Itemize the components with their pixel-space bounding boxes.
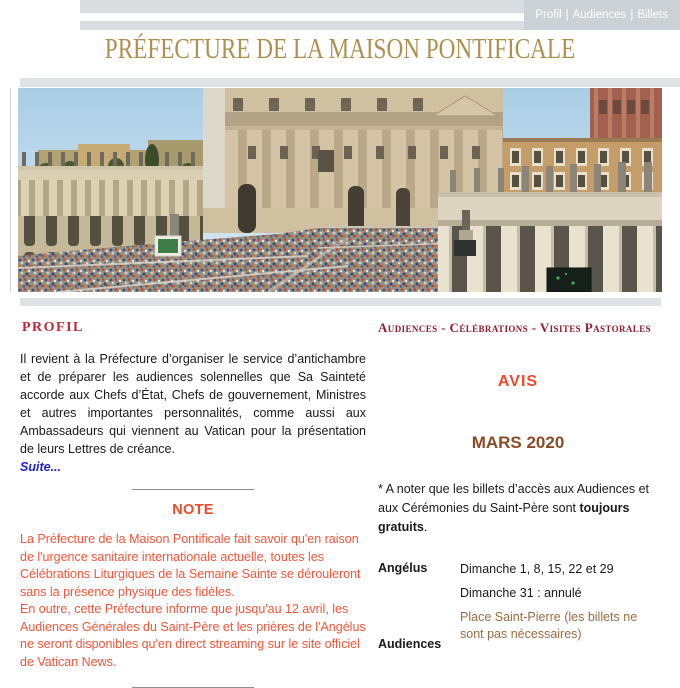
tickets-notice-text: * A noter que les billets d’accès aux Audiences et aux Cérémonies du Saint-Père sont xyxy=(378,482,650,515)
header-band-stripe xyxy=(0,13,524,21)
st-peters-square-photo-svg xyxy=(18,88,662,292)
tickets-notice-bold: toujours gratuits xyxy=(378,501,630,534)
rule-bar-top xyxy=(20,78,680,87)
nav-separator: | xyxy=(630,9,634,21)
note-paragraph-2: En outre, cette Préfecture informe que jusqu'au 12 avril, les Audiences Générales du Saint-Père et les prières de l'Angélus ne seront disponibles qu'en direct streaming sur le site officiel de Vatican News. xyxy=(20,602,366,669)
suite-link[interactable]: Suite... xyxy=(20,460,61,474)
tickets-notice-period: . xyxy=(423,520,428,534)
angelus-line-2: Dimanche 31 : annulé xyxy=(460,586,582,600)
nav-link-billets[interactable]: Billets xyxy=(637,9,668,21)
month-heading: MARS 2020 xyxy=(471,433,565,452)
angelus-details xyxy=(460,561,658,650)
left-border-line xyxy=(10,88,11,292)
audiences-label-cutoff: Audiences xyxy=(378,637,442,651)
right-column xyxy=(378,306,658,650)
tickets-notice xyxy=(378,480,658,537)
divider xyxy=(132,489,254,490)
angelus-place: Place Saint-Pierre (les billets ne sont pas nécessaires) xyxy=(460,610,638,641)
rule-bar-bottom xyxy=(20,298,661,306)
profil-paragraph: Il revient à la Préfecture d’organiser le service d’antichambre et de préparer les audiences solennelles que Sa Sainteté accorde aux Chefs d’État, Chefs de gouvernement, Ministres et autres importantes personnalités, comme aussi aux Ambassadeurs qui viennent au Vatican pour la présentation de leurs Lettres de créance. xyxy=(20,352,366,456)
note-heading: NOTE xyxy=(172,502,214,518)
left-column xyxy=(20,306,366,688)
angelus-label: Angélus xyxy=(378,561,428,575)
nav-link-audiences[interactable]: Audiences xyxy=(572,9,627,21)
angelus-line-1: Dimanche 1, 8, 15, 22 et 29 xyxy=(460,562,614,576)
avis-heading: AVIS xyxy=(497,373,539,390)
section-heading: Audiences - Célébrations - Visites Pastorales xyxy=(378,320,652,335)
top-nav xyxy=(524,0,680,30)
note-paragraph-1: La Préfecture de la Maison Pontificale fait savoir qu'en raison de l'urgence sanitaire internationale actuelle, toutes les Célébrations Liturgiques de la Semaine Sainte se dérouleront sans la présence physique des fidèles. xyxy=(20,532,361,599)
site-title-text: PRÉFECTURE DE LA MAISON PONTIFICALE xyxy=(104,33,576,65)
profil-heading: PROFIL xyxy=(22,320,84,335)
nav-separator: | xyxy=(565,9,569,21)
st-peters-square-photo xyxy=(18,88,662,292)
nav-link-profil[interactable]: Profil xyxy=(535,9,562,21)
site-title xyxy=(0,33,680,66)
